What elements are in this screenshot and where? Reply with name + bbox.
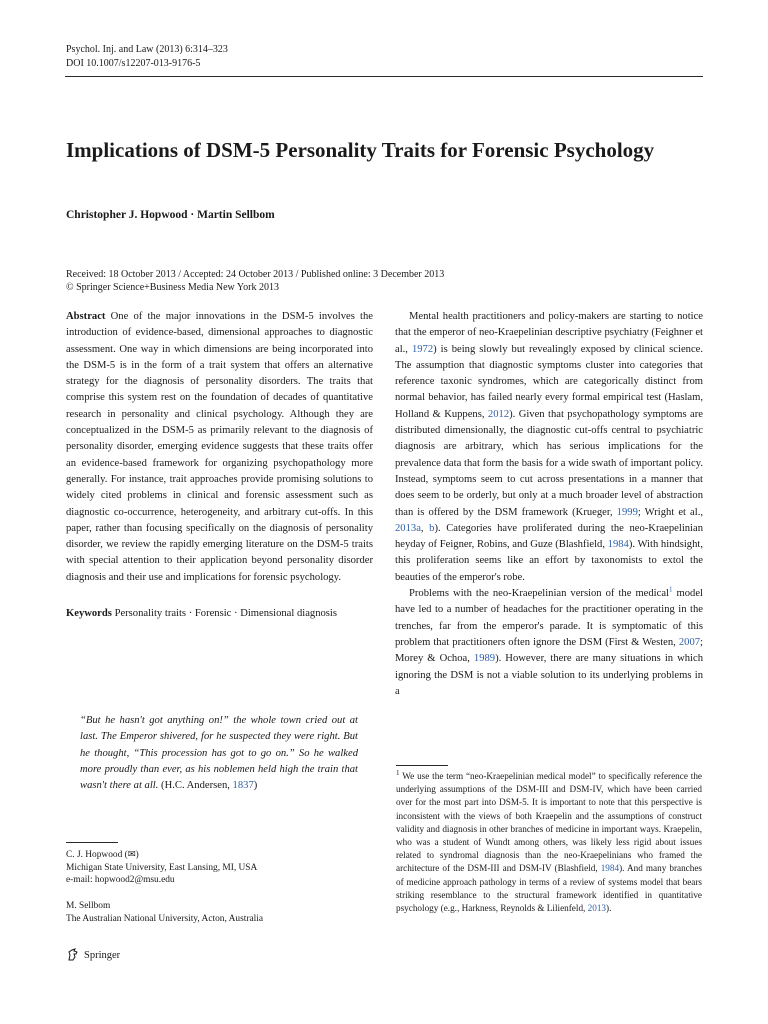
publisher-mark xyxy=(66,948,120,962)
springer-horse-icon xyxy=(66,948,80,962)
doi[interactable]: DOI 10.1007/s12207-013-9176-5 xyxy=(66,58,201,69)
journal-header xyxy=(66,43,228,71)
article-dates xyxy=(66,268,444,294)
journal-citation: Psychol. Inj. and Law (2013) 6:314–323 xyxy=(66,44,228,55)
affiliation-rule xyxy=(66,842,118,843)
institution: The Australian National University, Acton, Australia xyxy=(66,913,264,924)
keywords-text: Personality traits · Forensic · Dimensional diagnosis xyxy=(114,608,338,620)
institution: Michigan State University, East Lansing, MI, USA xyxy=(66,862,258,873)
citation-link[interactable]: 2007 xyxy=(678,636,701,648)
abstract-label: Abstract xyxy=(66,311,106,322)
affiliation-hopwood xyxy=(66,849,366,887)
author-list: Christopher J. Hopwood · Martin Sellbom xyxy=(66,209,275,221)
citation-link[interactable]: 1972 xyxy=(411,343,434,355)
author-name: C. J. Hopwood (✉) xyxy=(66,850,139,860)
citation-link[interactable]: 1989 xyxy=(473,653,496,665)
publisher-name: Springer xyxy=(84,949,121,961)
quote-citation: (H.C. Andersen, 1837) xyxy=(161,780,258,792)
keywords-label: Keywords xyxy=(66,608,112,620)
copyright-line: © Springer Science+Business Media New York 2013 xyxy=(66,282,279,293)
quote-text: “But he hasn't got anything on!” the whole town cried out at last. The Emperor shivered, for he suspected they were right. But he thought, “This procession has got to go on.” So he walked more proudly than ever, as his noblemen held high the train that wasn't there at all. xyxy=(80,715,358,792)
citation-link[interactable]: 1999 xyxy=(616,506,638,518)
citation-link[interactable]: 1984 xyxy=(600,863,620,874)
footnote: $^1$ We use the term “neo-Kraepelinian medical model” to specifically reference the underlying assumptions of the DSM-III and DSM-IV, which have been carried over for the most part into DSM-5. It is important to note that this perspective is inconsistent with the views of both Kraepelin and the assumptions of construct validity and diagnosis in other branches of medicine in important ways. Kraepelin, who was a student of Wundt among others, was likely less rigid about issues related to syndromal diagnosis than the neo-Kraepelinians who framed the architecture of the DSM-III and DSM-IV (Blashfield, 1984). And many branches of medicine approach pathology in terms of a review of systems model that bears striking resemblance to the structural framework identified in quantitative psychology (e.g., Harkness, Reynolds & Lilienfeld, 2013). xyxy=(396,768,702,914)
article-title: Implications of DSM-5 Personality Traits for Forensic Psychology xyxy=(66,138,655,162)
citation-link[interactable]: 2013 xyxy=(587,903,607,914)
epigraph-quote xyxy=(80,713,358,794)
footnote-number: 1 xyxy=(396,768,400,777)
header-rule xyxy=(65,76,703,77)
right-column xyxy=(395,309,703,700)
citation-link[interactable]: 1984 xyxy=(607,539,629,551)
affiliation-sellbom xyxy=(66,900,366,925)
footnote-rule xyxy=(396,765,448,766)
history-dates: Received: 18 October 2013 / Accepted: 24 October 2013 / Published online: 3 December 2013 xyxy=(66,269,445,280)
body-paragraph-2: Problems with the neo-Kraepelinian version of the medical$^1$ model have led to a number of headaches for the practitioner operating in the trenches, far from the emperor's parade. It is symptomatic of this problem that practitioners often ignore the DSM (First & Westen, 2007; Morey & Ochoa, 1989). However, there are many situations in which ignoring the DSM is not a viable solution to its underlying problems in a xyxy=(395,585,703,697)
citation-link[interactable]: 1837 xyxy=(232,780,254,792)
citation-link[interactable]: 2012 xyxy=(487,408,510,420)
citation-link[interactable]: 2013a xyxy=(395,522,421,534)
left-column xyxy=(66,309,373,622)
body-paragraph-1: Mental health practitioners and policy-makers are starting to notice that the emperor of neo-Kraepelinian descriptive psychiatry (Feighner et al., 1972) is being slowly but revealingly exposed by clinical science. The assumption that diagnostic symptoms cluster into categories that reference taxonic syndromes, which are categorically distinct from normal behavior, has failed nearly every formal empirical test (Haslam, Holland & Kuppens, 2012). Given that psychopathology symptoms are distributed dimensionally, the diagnostic cut-offs central to psychiatric diagnosis are arbitrary, which has serious implications for the prevalence data that form the basis for a wide swath of important policy. Instead, symptoms seem to cut across presentations in a manner that does seem to be orderly, but only at a much broader level of abstraction than is offered by the DSM framework (Krueger, 1999; Wright et al., 2013a, b). Categories have proliferated during the neo-Kraepelinian heyday of Feigner, Robins, and Guze (Blashfield, 1984). With hindsight, this proliferation seems like an effort by taxonomists to extol the beauties of the emperor's robe. xyxy=(395,311,704,583)
citation-link[interactable]: b xyxy=(429,522,435,534)
abstract-text: One of the major innovations in the DSM-5 involves the introduction of evidence-based, dimensional approaches to diagnostic assessment. One way in which dimensions are being incorporated into the DSM-5 is in the form of a trait system that offers an alternative strategy for the diagnosis of personality disorders. The traits that comprise this system rest on the foundation of decades of quantitative research in personality and clinical psychology. Although they are conceptualized in the DSM-5 as primarily relevant to the diagnosis of personality disorder, emerging evidence suggests that these traits offer an evidence-based framework for organizing psychopathology more generally. For instance, trait approaches provide promising solutions to widely cited problems in clinical and forensic assessment such as diagnostic co-occurrence, heterogeneity, and arbitrary cut-offs. In this paper, rather than focusing specifically on the diagnosis of personality disorder, we review the rapidly emerging literature on the DSM-5 traits with special attention to their application beyond personality disorder diagnosis and their use and implications for forensic psychology. xyxy=(66,311,373,583)
email[interactable]: e-mail: hopwood2@msu.edu xyxy=(66,875,175,885)
keywords xyxy=(66,606,373,622)
author-name: M. Sellbom xyxy=(66,901,111,911)
abstract xyxy=(66,309,373,586)
footnote-marker[interactable]: 1 xyxy=(668,585,673,594)
